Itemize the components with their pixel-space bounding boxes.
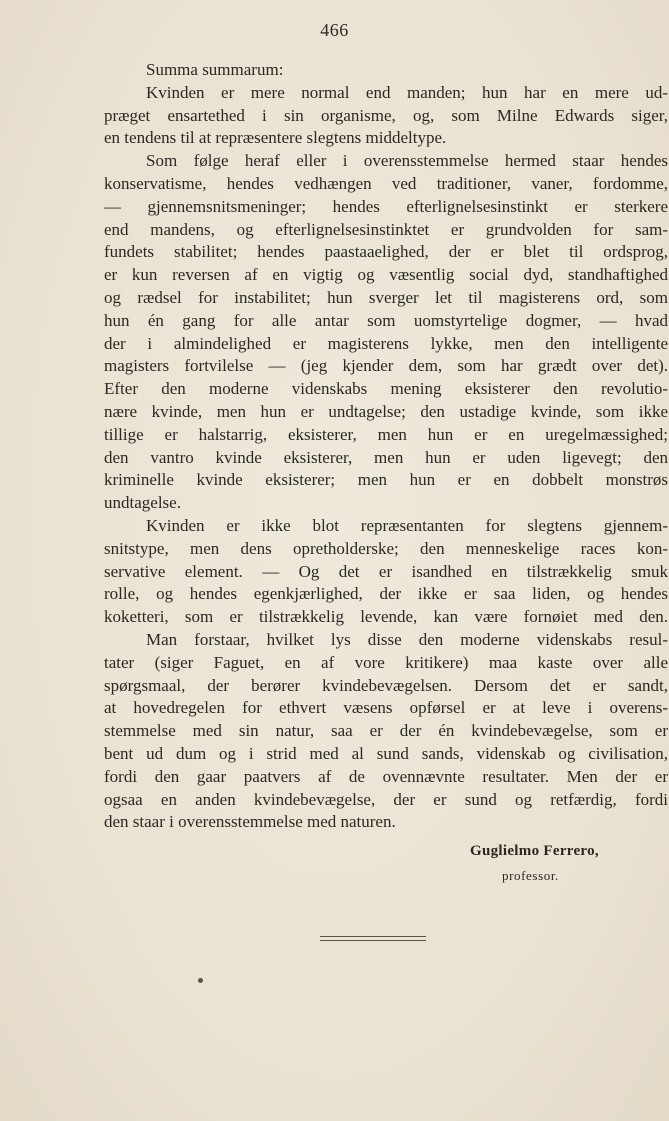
- text-line: snitstype, men dens opretholderske; den menneskelige races kon-: [104, 538, 668, 558]
- ink-speck: [198, 978, 203, 983]
- text-line: ogsaa en anden kvindebevægelse, der er sund og retfærdig, fordi: [104, 789, 668, 809]
- text-line: hun én gang for alle antar som uomstyrtelige dogmer, — hvad: [104, 310, 668, 330]
- text-line: servative element. — Og det er isandhed en tilstrækkelig smuk: [104, 561, 668, 581]
- text-line: bent ud dum og i strid med al sund sands, videnskab og civilisation,: [104, 743, 668, 763]
- text-line: en tendens til at repræsentere slegtens middeltype.: [104, 128, 447, 148]
- body-text: [104, 59, 668, 834]
- text-line: end mandens, og efterlignelsesinstinktet er grundvolden for sam-: [104, 219, 668, 239]
- text-line: koketteri, som er tilstrækkelig levende, kan være fornøiet med den.: [104, 607, 668, 627]
- text-line: Summa summarum:: [146, 60, 284, 79]
- text-line: fundets stabilitet; hendes paastaaelighed, der er blet til ordsprog,: [104, 242, 668, 262]
- text-line: Man forstaar, hvilket lys disse den moderne videnskabs resul-: [146, 629, 668, 649]
- text-line: Efter den moderne videnskabs mening eksisterer den revolutio-: [104, 379, 668, 399]
- page-number: 466: [320, 20, 349, 40]
- text-line: magisters fortvilelse — (jeg kjender dem, som har grædt over det).: [104, 356, 668, 376]
- author-title: professor.: [502, 868, 559, 883]
- text-line: at hovedregelen for ethvert væsens opførsel er at leve i overens-: [104, 698, 668, 718]
- closing-rule-bottom: [320, 940, 426, 941]
- text-line: er kun reversen af en vigtig og væsentlig social dyd, standhaftighed: [104, 265, 668, 285]
- text-line: spørgsmaal, der berører kvindebevægelsen. Dersom det er sandt,: [104, 675, 668, 695]
- text-line: tater (siger Faguet, en af vore kritikere) maa kaste over alle: [104, 652, 668, 672]
- text-line: fordi den gaar paatvers af de ovennævnte resultater. Men der er: [104, 766, 668, 786]
- text-line: konservatisme, hendes vedhængen ved traditioner, vaner, fordomme,: [104, 173, 668, 193]
- text-line: og rædsel for instabilitet; hun sverger let til magisterens ord, som: [104, 287, 668, 307]
- author-signature: Guglielmo Ferrero,: [470, 843, 599, 859]
- text-line: tillige er halstarrig, eksisterer, men hun er en uregelmæssighed;: [104, 424, 668, 444]
- text-line: den staar i overensstemmelse med naturen.: [104, 812, 396, 832]
- text-line: stemmelse med sin natur, saa er der én kvindebevægelse, som er: [104, 721, 668, 741]
- closing-rule-top: [320, 936, 426, 937]
- text-line: Kvinden er ikke blot repræsentanten for slegtens gjennem-: [146, 515, 668, 535]
- text-line: Kvinden er mere normal end manden; hun har en mere ud-: [146, 82, 668, 102]
- text-line: nære kvinde, men hun er undtagelse; den ustadige kvinde, som ikke: [104, 401, 668, 421]
- text-line: rolle, og hendes egenkjærlighed, der ikke er saa liden, og hendes: [104, 584, 668, 604]
- text-line: den vantro kvinde eksisterer, men hun er uden ligevegt; den: [104, 447, 668, 467]
- text-line: der i almindelighed er magisterens lykke, men den intelligente: [104, 333, 668, 353]
- text-line: præget ensartethed i sin organisme, og, som Milne Edwards siger,: [104, 105, 668, 125]
- text-line: undtagelse.: [104, 493, 181, 513]
- text-line: kriminelle kvinde eksisterer; men hun er en dobbelt monstrøs: [104, 470, 668, 490]
- text-line: — gjennemsnitsmeninger; hendes efterlignelsesinstinkt er sterkere: [104, 196, 668, 216]
- text-line: Som følge heraf eller i overensstemmelse hermed staar hendes: [146, 151, 668, 171]
